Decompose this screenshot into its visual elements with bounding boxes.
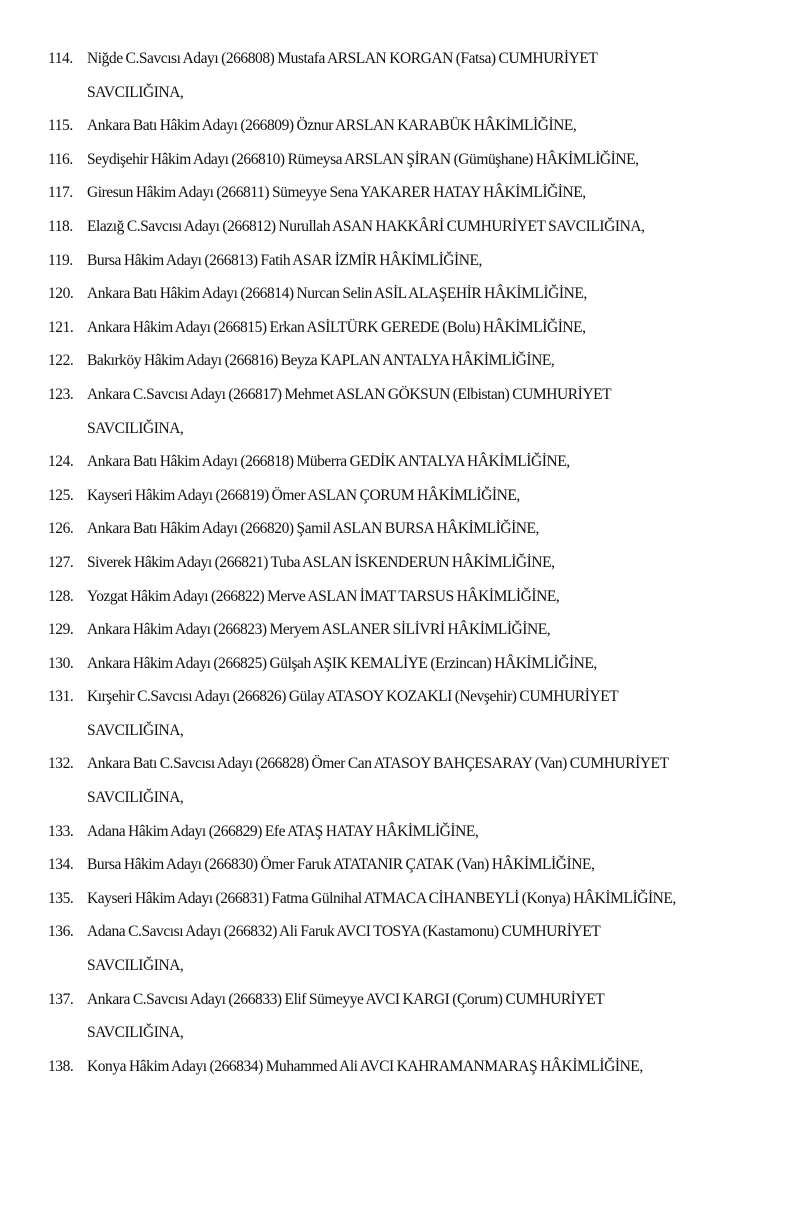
list-item	[48, 1050, 790, 1084]
item-text: Kayseri Hâkim Adayı (266831) Fatma Gülnihal ATMACA CİHANBEYLİ (Konya) HÂKİMLİĞİNE,	[87, 889, 676, 907]
item-number: 123.	[48, 385, 74, 403]
list-item	[48, 277, 790, 311]
list-item	[48, 143, 790, 177]
list-item	[48, 882, 790, 916]
item-number: 132.	[48, 755, 74, 773]
list-item-line	[48, 344, 790, 378]
item-text: Bursa Hâkim Adayı (266830) Ömer Faruk ATATANIR ÇATAK (Van) HÂKİMLİĞİNE,	[87, 856, 595, 874]
item-text: Yozgat Hâkim Adayı (266822) Merve ASLAN İMAT TARSUS HÂKİMLİĞİNE,	[87, 587, 560, 605]
list-item-line	[48, 848, 790, 882]
list-item-line	[48, 815, 790, 849]
list-item	[48, 680, 790, 747]
list-item-line	[48, 109, 790, 143]
list-item	[48, 512, 790, 546]
list-item-line	[48, 647, 790, 681]
list-item	[48, 42, 790, 109]
list-item-line	[48, 143, 790, 177]
list-item	[48, 848, 790, 882]
list-item	[48, 815, 790, 849]
item-text: Seydişehir Hâkim Adayı (266810) Rümeysa ARSLAN ŞİRAN (Gümüşhane) HÂKİMLİĞİNE,	[87, 150, 639, 168]
item-number: 127.	[48, 553, 74, 571]
list-item	[48, 546, 790, 580]
list-item-line	[48, 983, 790, 1017]
item-text: Bakırköy Hâkim Adayı (266816) Beyza KAPLAN ANTALYA HÂKİMLİĞİNE,	[87, 352, 555, 370]
list-item	[48, 210, 790, 244]
item-text: Niğde C.Savcısı Adayı (266808) Mustafa ARSLAN KORGAN (Fatsa) CUMHURİYET	[87, 50, 598, 67]
list-item	[48, 176, 790, 210]
list-item	[48, 445, 790, 479]
item-number: 138.	[48, 1057, 74, 1075]
item-continuation: SAVCILIĞINA,	[87, 83, 184, 101]
item-text: Kayseri Hâkim Adayı (266819) Ömer ASLAN ÇORUM HÂKİMLİĞİNE,	[87, 486, 520, 504]
list-item-line	[48, 747, 790, 781]
item-text: Adana C.Savcısı Adayı (266832) Ali Faruk AVCI TOSYA (Kastamonu) CUMHURİYET	[87, 923, 601, 941]
list-item-line	[48, 176, 790, 210]
list-item	[48, 244, 790, 278]
item-text: Ankara Hâkim Adayı (266815) Erkan ASİLTÜRK GEREDE (Bolu) HÂKİMLİĞİNE,	[87, 318, 586, 336]
item-number: 124.	[48, 453, 74, 471]
list-item	[48, 378, 790, 445]
item-number: 117.	[48, 184, 73, 202]
item-number: 137.	[48, 990, 74, 1008]
list-item	[48, 747, 790, 814]
item-number: 121.	[48, 318, 74, 336]
list-item	[48, 344, 790, 378]
appointment-list	[48, 42, 790, 1083]
list-item-line	[48, 277, 790, 311]
list-item	[48, 109, 790, 143]
item-number: 115.	[48, 117, 73, 135]
item-text: Bursa Hâkim Adayı (266813) Fatih ASAR İZMİR HÂKİMLİĞİNE,	[87, 251, 482, 269]
list-item-line	[48, 378, 790, 412]
list-item	[48, 311, 790, 345]
item-text: Ankara C.Savcısı Adayı (266817) Mehmet ASLAN GÖKSUN (Elbistan) CUMHURİYET	[87, 385, 612, 403]
list-item-line	[48, 546, 790, 580]
item-number: 129.	[48, 621, 74, 639]
item-text: Ankara Batı Hâkim Adayı (266820) Şamil ASLAN BURSA HÂKİMLİĞİNE,	[87, 520, 539, 538]
list-item-line	[48, 512, 790, 546]
list-item-line	[48, 210, 790, 244]
list-item-line	[48, 915, 790, 949]
item-number: 119.	[48, 251, 73, 269]
item-text: Ankara C.Savcısı Adayı (266833) Elif Sümeyye AVCI KARGI (Çorum) CUMHURİYET	[87, 990, 605, 1008]
item-text: Ankara Batı Hâkim Adayı (266814) Nurcan Selin ASİL ALAŞEHİR HÂKİMLİĞİNE,	[87, 285, 587, 303]
list-item-line	[48, 882, 790, 916]
list-item-line	[48, 42, 790, 76]
item-text: Kırşehir C.Savcısı Adayı (266826) Gülay ATASOY KOZAKLI (Nevşehir) CUMHURİYET	[87, 688, 619, 706]
item-number: 133.	[48, 822, 74, 840]
item-text: Ankara Batı C.Savcısı Adayı (266828) Ömer Can ATASOY BAHÇESARAY (Van) CUMHURİYET	[87, 755, 669, 773]
item-text: Ankara Hâkim Adayı (266823) Meryem ASLANER SİLİVRİ HÂKİMLİĞİNE,	[87, 621, 551, 639]
item-number: 122.	[48, 352, 74, 370]
item-text: Konya Hâkim Adayı (266834) Muhammed Ali AVCI KAHRAMANMARAŞ HÂKİMLİĞİNE,	[87, 1057, 643, 1075]
list-item	[48, 647, 790, 681]
list-item	[48, 580, 790, 614]
list-item-line	[48, 311, 790, 345]
item-text: Elazığ C.Savcısı Adayı (266812) Nurullah ASAN HAKKÂRİ CUMHURİYET SAVCILIĞINA,	[87, 217, 645, 235]
list-item-line	[48, 1050, 790, 1084]
item-number: 130.	[48, 654, 74, 672]
list-item-line	[48, 680, 790, 714]
item-text: Giresun Hâkim Adayı (266811) Sümeyye Sena YAKARER HATAY HÂKİMLİĞİNE,	[87, 184, 586, 202]
item-continuation: SAVCILIĞINA,	[87, 419, 184, 437]
item-text: Ankara Batı Hâkim Adayı (266809) Öznur ARSLAN KARABÜK HÂKİMLİĞİNE,	[87, 117, 577, 135]
item-number: 135.	[48, 889, 74, 907]
item-text: Ankara Hâkim Adayı (266825) Gülşah AŞIK KEMALİYE (Erzincan) HÂKİMLİĞİNE,	[87, 654, 597, 672]
item-continuation: SAVCILIĞINA,	[87, 1024, 184, 1042]
list-item	[48, 915, 790, 982]
list-item-line	[48, 445, 790, 479]
item-number: 114.	[48, 50, 73, 67]
item-continuation: SAVCILIĞINA,	[87, 957, 184, 975]
item-continuation: SAVCILIĞINA,	[87, 789, 184, 807]
item-number: 126.	[48, 520, 74, 538]
list-item	[48, 613, 790, 647]
item-number: 120.	[48, 285, 74, 303]
item-number: 128.	[48, 587, 74, 605]
item-continuation: SAVCILIĞINA,	[87, 721, 184, 739]
list-item-line	[48, 479, 790, 513]
item-number: 116.	[48, 150, 73, 168]
item-text: Siverek Hâkim Adayı (266821) Tuba ASLAN İSKENDERUN HÂKİMLİĞİNE,	[87, 553, 555, 571]
item-text: Ankara Batı Hâkim Adayı (266818) Müberra GEDİK ANTALYA HÂKİMLİĞİNE,	[87, 453, 570, 471]
list-item-line	[48, 613, 790, 647]
list-item	[48, 983, 790, 1050]
item-number: 136.	[48, 923, 74, 941]
item-number: 118.	[48, 217, 73, 235]
list-item	[48, 479, 790, 513]
list-item-line	[48, 244, 790, 278]
item-number: 134.	[48, 856, 74, 874]
list-item-line	[48, 580, 790, 614]
item-text: Adana Hâkim Adayı (266829) Efe ATAŞ HATAY HÂKİMLİĞİNE,	[87, 822, 479, 840]
item-number: 131.	[48, 688, 74, 706]
item-number: 125.	[48, 486, 74, 504]
